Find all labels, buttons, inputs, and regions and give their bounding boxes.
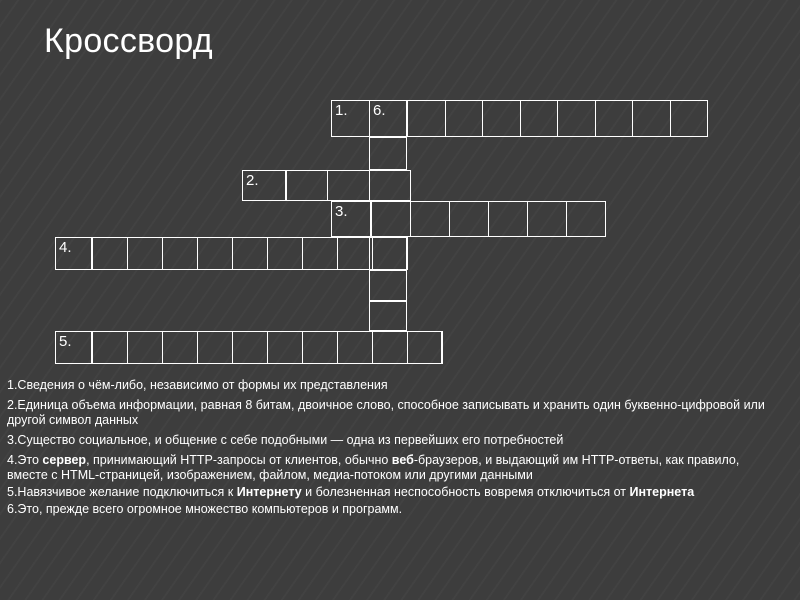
crossword-cell-row4-col6[interactable] xyxy=(369,237,407,270)
cell-number-label: 3. xyxy=(335,203,348,220)
clue-text: и болезненная неспособность вовремя отключиться от xyxy=(301,485,630,499)
crossword-cell-row3-5[interactable] xyxy=(527,201,567,237)
crossword-cell-row4-1[interactable] xyxy=(55,237,92,270)
crossword-cell-row3-3[interactable] xyxy=(449,201,489,237)
page-title: Кроссворд xyxy=(44,22,213,60)
crossword-cell-row4-2[interactable] xyxy=(127,237,163,270)
cell-number-label: 2. xyxy=(246,172,259,189)
crossword-cell-row1-2[interactable] xyxy=(369,100,407,137)
crossword-cell-row5-2[interactable] xyxy=(127,331,163,364)
crossword-cell-row4-7[interactable] xyxy=(302,237,338,270)
crossword-cell-row5-6[interactable] xyxy=(267,331,303,364)
crossword-cell-row5-4[interactable] xyxy=(197,331,233,364)
clues-list xyxy=(7,378,777,517)
crossword-cell-row5-last[interactable] xyxy=(407,331,442,364)
crossword-cell-row1-tail-1[interactable] xyxy=(407,100,446,137)
clue-text: 4.Это xyxy=(7,453,43,467)
cell-number-label: 5. xyxy=(59,333,72,350)
clue-text: -браузеров, и выдающий им HTTP-ответы, как правило, вместе с HTML-страницей, изображением, файлом, медиа-потоком или другими данными xyxy=(7,453,740,482)
clue-text: 1.Сведения о чём-либо, независимо от формы их представления xyxy=(7,378,388,392)
clue-1 xyxy=(7,378,777,393)
crossword-cell-row1-tail-5[interactable] xyxy=(557,100,596,137)
crossword-cell-row3-2[interactable] xyxy=(410,201,450,237)
crossword-cell-col6-5[interactable] xyxy=(369,270,407,301)
crossword-cell-row4-1[interactable] xyxy=(92,237,128,270)
crossword-cell-row1-tail-8[interactable] xyxy=(670,100,709,137)
crossword-cell-row1-tail-4[interactable] xyxy=(520,100,559,137)
clue-bold-text: сервер xyxy=(42,453,87,467)
clue-text: 3.Существо социальное, и общение с себе подобными — одна из первейших его потребностей xyxy=(7,433,564,447)
clue-bold-text: веб xyxy=(391,453,414,467)
clue-2 xyxy=(7,398,777,428)
cell-number-label: 6. xyxy=(373,102,386,119)
crossword-cell-row1-tail-7[interactable] xyxy=(632,100,671,137)
crossword-cell-row1-tail-2[interactable] xyxy=(445,100,484,137)
crossword-cell-row3-1[interactable] xyxy=(371,201,411,237)
clue-bold-text: Интернету xyxy=(236,485,302,499)
clue-text: 2.Единица объема информации, равная 8 битам, двоичное слово, способное записывать и хранить один буквенно-цифровой или другой символ данных xyxy=(7,398,765,427)
crossword-cell-row4-5[interactable] xyxy=(232,237,268,270)
crossword-cell-col6-6[interactable] xyxy=(369,301,407,331)
crossword-cell-row4-4[interactable] xyxy=(197,237,233,270)
crossword-cell-row1-tail-3[interactable] xyxy=(482,100,521,137)
crossword-cell-row5-3[interactable] xyxy=(162,331,198,364)
cell-number-label: 1. xyxy=(335,102,348,119)
crossword-cell-row2-2[interactable] xyxy=(327,170,369,201)
crossword-cell-row5-5[interactable] xyxy=(232,331,268,364)
crossword-cell-row3-1[interactable] xyxy=(331,201,371,237)
crossword-cell-row3-4[interactable] xyxy=(488,201,528,237)
clue-3 xyxy=(7,433,777,448)
crossword-cell-row5-8[interactable] xyxy=(337,331,373,364)
clue-text: 5.Навязчивое желание подключиться к xyxy=(7,485,237,499)
crossword-cell-row5-9[interactable] xyxy=(372,331,408,364)
crossword-cell-row5-1[interactable] xyxy=(92,331,128,364)
crossword-cell-row2-1[interactable] xyxy=(286,170,328,201)
clue-5 xyxy=(7,485,777,500)
clue-6 xyxy=(7,502,777,517)
crossword-cell-row4-8[interactable] xyxy=(337,237,373,270)
clue-text: , принимающий HTTP-запросы от клиентов, обычно xyxy=(86,453,392,467)
crossword-cell-row3-6[interactable] xyxy=(566,201,606,237)
crossword-cell-row2-1[interactable] xyxy=(242,170,286,201)
crossword-cell-row1-1[interactable] xyxy=(331,100,370,137)
crossword-cell-col6-2[interactable] xyxy=(369,137,407,170)
crossword-cell-row5-1[interactable] xyxy=(55,331,92,364)
clue-4 xyxy=(7,453,777,483)
crossword-cell-row4-6[interactable] xyxy=(267,237,303,270)
cell-number-label: 4. xyxy=(59,239,72,256)
clue-text: 6.Это, прежде всего огромное множество компьютеров и программ. xyxy=(7,502,403,516)
crossword-cell-row2-3[interactable] xyxy=(369,170,411,201)
crossword-cell-row5-7[interactable] xyxy=(302,331,338,364)
crossword-cell-row1-tail-6[interactable] xyxy=(595,100,634,137)
clue-bold-text: Интернета xyxy=(629,485,695,499)
crossword-cell-row4-3[interactable] xyxy=(162,237,198,270)
